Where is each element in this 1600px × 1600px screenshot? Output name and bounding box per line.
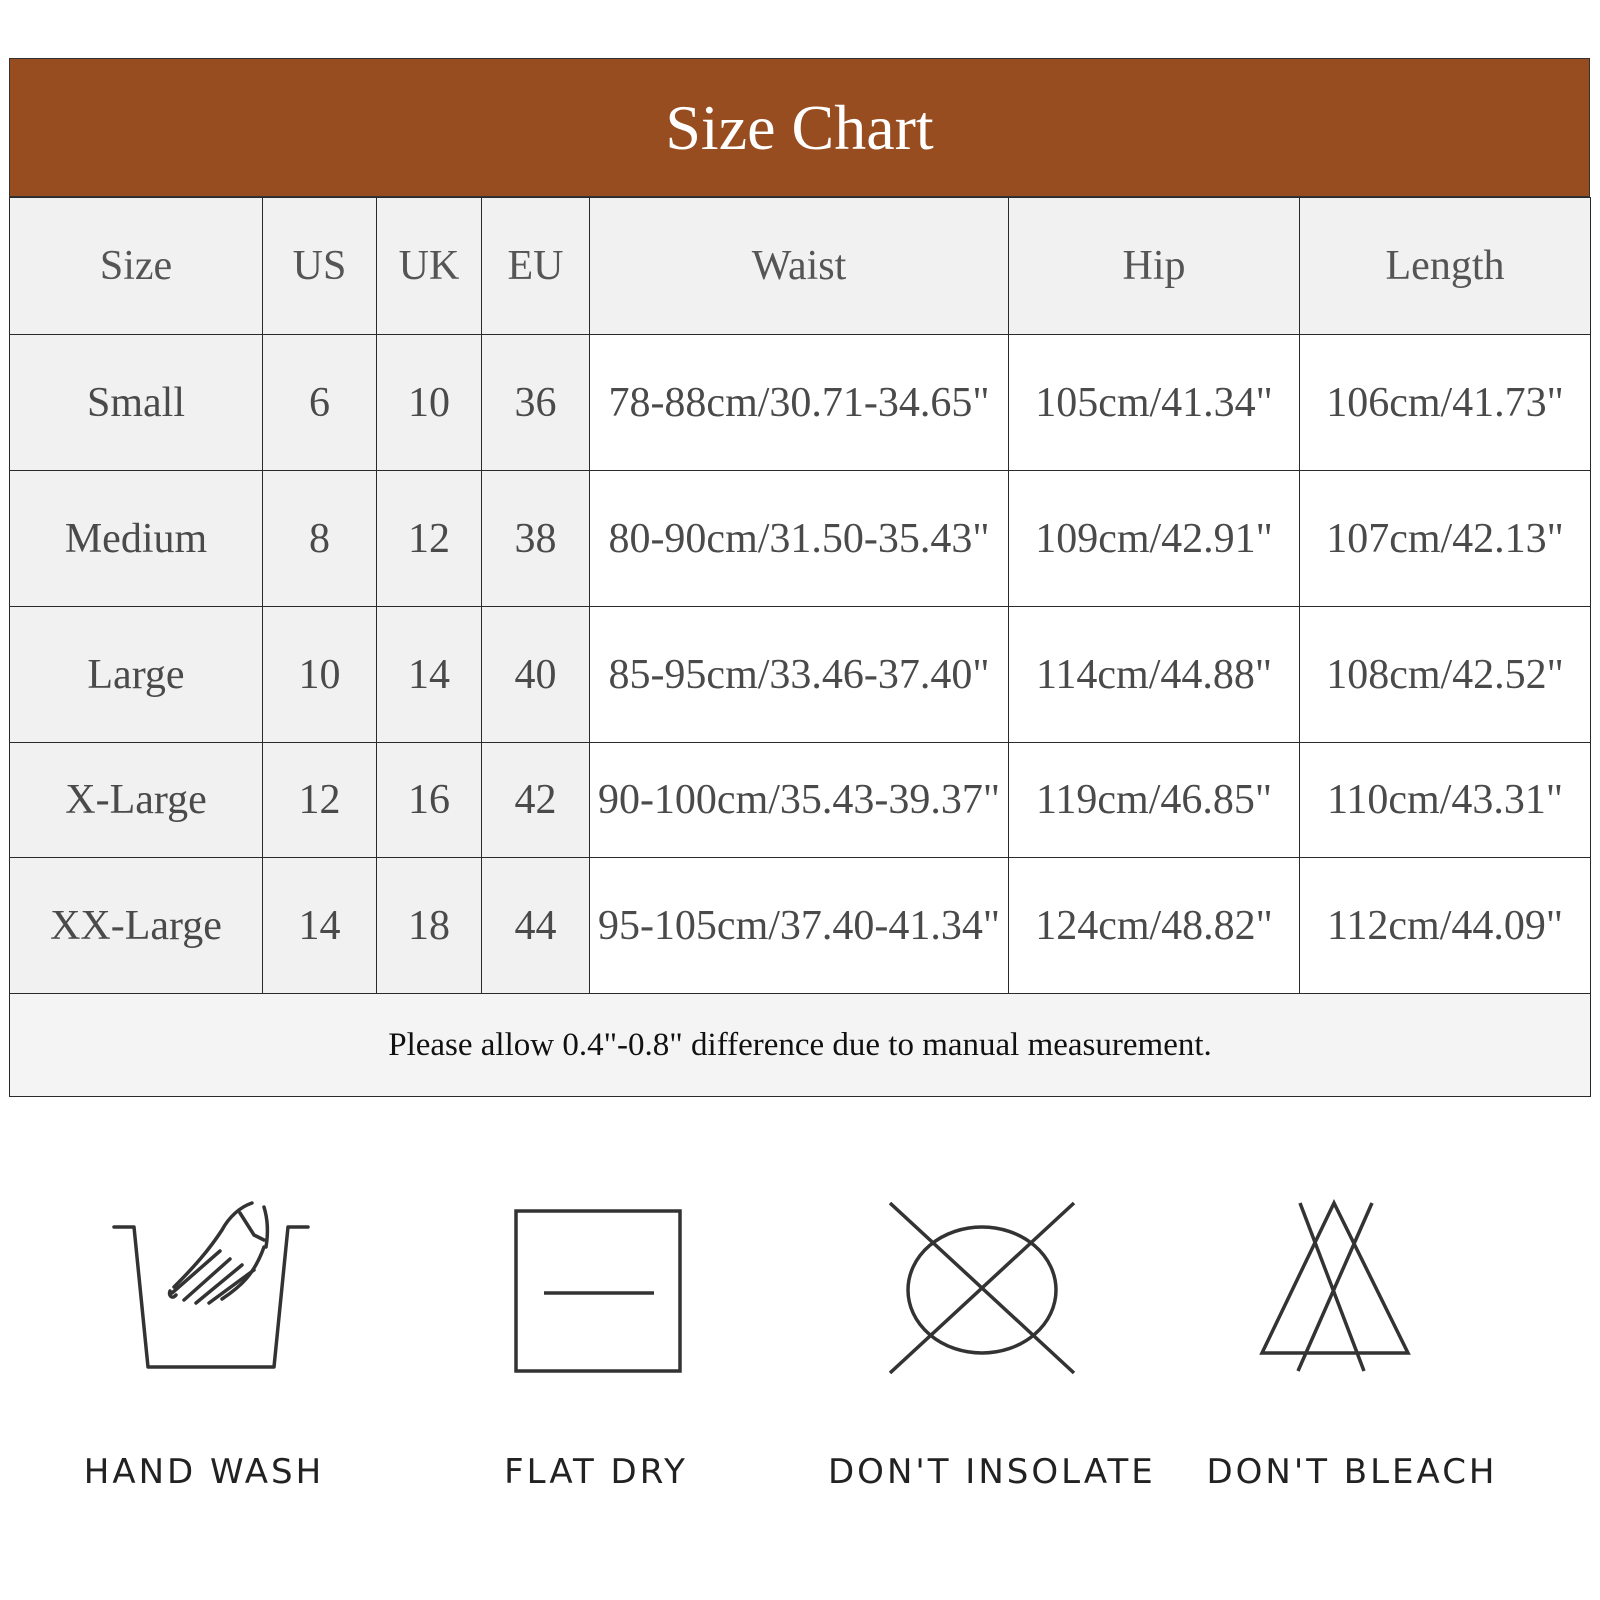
column-header-us: US xyxy=(263,198,377,335)
uk-cell: 18 xyxy=(377,858,482,994)
uk-cell: 16 xyxy=(377,743,482,858)
uk-cell: 14 xyxy=(377,607,482,743)
length-cell: 110cm/43.31" xyxy=(1300,743,1591,858)
us-cell: 8 xyxy=(263,471,377,607)
care-label: DON'T BLEACH xyxy=(1206,1452,1498,1492)
flat-dry-icon xyxy=(436,1195,756,1395)
table-row xyxy=(10,471,1591,607)
care-label: HAND WASH xyxy=(83,1452,325,1492)
measurement-note: Please allow 0.4"-0.8" difference due to manual measurement. xyxy=(10,994,1591,1097)
eu-cell: 36 xyxy=(482,335,590,471)
table-row xyxy=(10,858,1591,994)
care-item-hand-wash xyxy=(44,1195,364,1492)
care-item-dont-insolate xyxy=(828,1195,1156,1492)
care-instructions xyxy=(0,1195,1600,1535)
column-header-size: Size xyxy=(10,198,263,335)
table-row xyxy=(10,743,1591,858)
table-row xyxy=(10,607,1591,743)
waist-cell: 90-100cm/35.43-39.37" xyxy=(590,743,1009,858)
size-cell: Small xyxy=(10,335,263,471)
waist-cell: 95-105cm/37.40-41.34" xyxy=(590,858,1009,994)
column-header-hip: Hip xyxy=(1009,198,1300,335)
length-cell: 106cm/41.73" xyxy=(1300,335,1591,471)
waist-cell: 80-90cm/31.50-35.43" xyxy=(590,471,1009,607)
care-label: DON'T INSOLATE xyxy=(828,1452,1156,1492)
column-header-eu: EU xyxy=(482,198,590,335)
eu-cell: 38 xyxy=(482,471,590,607)
us-cell: 10 xyxy=(263,607,377,743)
dont-bleach-icon xyxy=(1192,1195,1512,1395)
waist-cell: 85-95cm/33.46-37.40" xyxy=(590,607,1009,743)
uk-cell: 12 xyxy=(377,471,482,607)
us-cell: 6 xyxy=(263,335,377,471)
size-cell: XX-Large xyxy=(10,858,263,994)
waist-cell: 78-88cm/30.71-34.65" xyxy=(590,335,1009,471)
hip-cell: 119cm/46.85" xyxy=(1009,743,1300,858)
uk-cell: 10 xyxy=(377,335,482,471)
hip-cell: 124cm/48.82" xyxy=(1009,858,1300,994)
column-header-length: Length xyxy=(1300,198,1591,335)
eu-cell: 40 xyxy=(482,607,590,743)
care-item-dont-bleach xyxy=(1192,1195,1512,1492)
hip-cell: 109cm/42.91" xyxy=(1009,471,1300,607)
column-header-waist: Waist xyxy=(590,198,1009,335)
size-chart xyxy=(9,58,1590,1097)
size-cell: Large xyxy=(10,607,263,743)
size-table xyxy=(9,197,1591,1097)
table-header-row xyxy=(10,198,1591,335)
note-row xyxy=(10,994,1591,1097)
dont-insolate-icon xyxy=(828,1195,1148,1395)
us-cell: 14 xyxy=(263,858,377,994)
size-cell: X-Large xyxy=(10,743,263,858)
hip-cell: 114cm/44.88" xyxy=(1009,607,1300,743)
us-cell: 12 xyxy=(263,743,377,858)
care-label: FLAT DRY xyxy=(504,1452,688,1492)
chart-title: Size Chart xyxy=(9,58,1590,197)
size-cell: Medium xyxy=(10,471,263,607)
hand-wash-icon xyxy=(44,1195,364,1395)
length-cell: 107cm/42.13" xyxy=(1300,471,1591,607)
eu-cell: 42 xyxy=(482,743,590,858)
table-row xyxy=(10,335,1591,471)
column-header-uk: UK xyxy=(377,198,482,335)
care-item-flat-dry xyxy=(436,1195,756,1492)
eu-cell: 44 xyxy=(482,858,590,994)
length-cell: 112cm/44.09" xyxy=(1300,858,1591,994)
hip-cell: 105cm/41.34" xyxy=(1009,335,1300,471)
length-cell: 108cm/42.52" xyxy=(1300,607,1591,743)
